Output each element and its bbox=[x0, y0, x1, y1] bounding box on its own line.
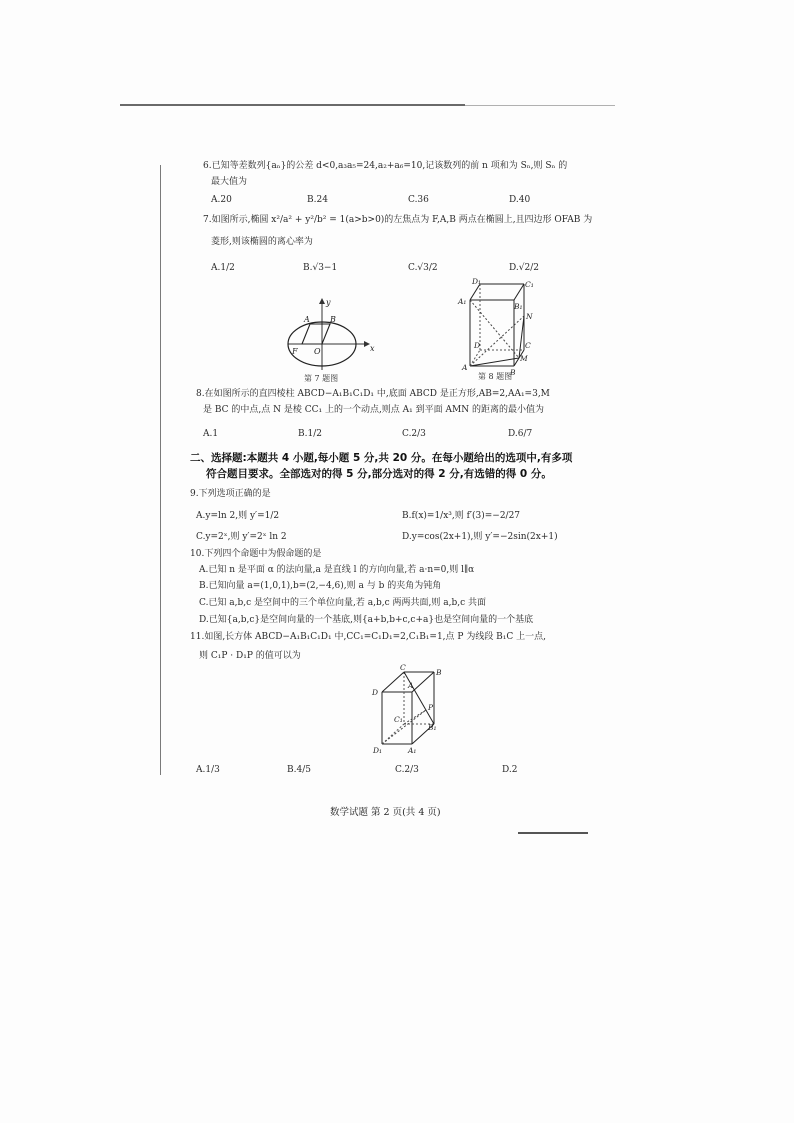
fig11-label-d1: D₁ bbox=[373, 746, 383, 755]
q8-option-c: C.2/3 bbox=[402, 429, 426, 439]
section2-heading-line1: 二、选择题:本题共 4 小题,每小题 5 分,共 20 分。在每小题给出的选项中,有多项 bbox=[190, 452, 573, 464]
q8-option-b: B.1/2 bbox=[298, 429, 322, 439]
q9-option-a: A.y=ln 2,则 y′=1/2 bbox=[196, 511, 280, 521]
fig8-label-c1: C₁ bbox=[525, 280, 534, 289]
fig8-label-b: B bbox=[510, 368, 516, 377]
q11-stem-line1: 11.如图,长方体 ABCD−A₁B₁C₁D₁ 中,CC₁=C₁D₁=2,C₁B₁=1,点 P 为线段 B₁C 上一点, bbox=[190, 632, 547, 642]
q7-stem-line1: 7.如图所示,椭圆 x²/a² + y²/b² = 1(a>b>0)的左焦点为 F,A,B 两点在椭圆上,且四边形 OFAB 为 bbox=[203, 215, 593, 225]
fig8-label-a1: A₁ bbox=[458, 297, 467, 306]
q6-option-c: C.36 bbox=[408, 195, 429, 205]
figure-7-ellipse bbox=[282, 296, 382, 376]
scan-bottom-rule bbox=[518, 832, 588, 834]
fig11-label-b1: B₁ bbox=[428, 723, 437, 732]
scan-top-rule bbox=[120, 104, 465, 106]
q9-option-d: D.y=cos(2x+1),则 y′=−2sin(2x+1) bbox=[402, 532, 558, 542]
q7-stem-line2: 菱形,则该椭圆的离心率为 bbox=[211, 237, 313, 247]
q8-stem-line1: 8.在如图所示的直四棱柱 ABCD−A₁B₁C₁D₁ 中,底面 ABCD 是正方形,AB=2,AA₁=3,M bbox=[196, 389, 550, 399]
fig11-edge bbox=[382, 672, 404, 692]
q8-option-a: A.1 bbox=[203, 429, 219, 439]
q7-option-a: A.1/2 bbox=[211, 263, 235, 273]
fig7-caption: 第 7 题图 bbox=[304, 374, 339, 383]
fig11-vector-c1p bbox=[404, 710, 426, 724]
q8-option-d: D.6/7 bbox=[508, 429, 533, 439]
section2-heading-line2: 符合题目要求。全部选对的得 5 分,部分选对的得 2 分,有选错的得 0 分。 bbox=[206, 468, 552, 480]
fig8-label-a: A bbox=[462, 363, 468, 372]
fig8-edge bbox=[514, 284, 524, 300]
fig11-label-b: B bbox=[436, 668, 442, 677]
fig7-rhombus bbox=[302, 324, 330, 344]
fig11-vector-d1p bbox=[382, 710, 426, 744]
page-footer: 数学试题 第 2 页(共 4 页) bbox=[330, 807, 441, 818]
q11-stem-line2: 则 C₁P · D₁P 的值可以为 bbox=[199, 651, 301, 661]
fig8-label-c: C bbox=[525, 341, 531, 350]
q7-option-b: B.√3−1 bbox=[303, 263, 338, 273]
q6-option-a: A.20 bbox=[211, 195, 232, 205]
fig7-label-o: O bbox=[314, 347, 321, 356]
q9-stem: 9.下列选项正确的是 bbox=[190, 489, 271, 499]
q11-option-c: C.2/3 bbox=[395, 765, 419, 775]
fig7-label-b: B bbox=[330, 315, 336, 324]
fig11-label-d: D bbox=[372, 688, 379, 697]
fig11-edge bbox=[412, 672, 434, 692]
fig8-label-m: M bbox=[520, 354, 528, 363]
fig8-edge bbox=[470, 284, 480, 300]
q10-option-b: B.已知向量 a=(1,0,1),b=(2,−4,6),则 a 与 b 的夹角为钝角 bbox=[199, 581, 442, 591]
q6-option-b: B.24 bbox=[307, 195, 328, 205]
fig11-label-c1: C₁ bbox=[394, 715, 403, 724]
scan-top-rule-faint bbox=[465, 105, 615, 106]
q11-option-d: D.2 bbox=[502, 765, 518, 775]
fig11-label-a1: A₁ bbox=[408, 746, 417, 755]
fig11-label-a: A bbox=[408, 681, 414, 690]
fig7-y-arrow bbox=[319, 298, 325, 304]
q10-option-a: A.已知 n 是平面 α 的法向量,a 是直线 l 的方向向量,若 a·n=0,则 l∥α bbox=[199, 565, 475, 575]
fig7-label-f: F bbox=[292, 347, 298, 356]
left-margin-rule bbox=[160, 165, 161, 775]
q6-stem-line2: 最大值为 bbox=[211, 177, 248, 187]
fig11-label-c: C bbox=[400, 663, 406, 672]
q6-option-d: D.40 bbox=[509, 195, 531, 205]
fig7-label-a: A bbox=[304, 315, 310, 324]
q10-option-d: D.已知{a,b,c}是空间向量的一个基底,则{a+b,b+c,c+a}也是空间向量的一个基底 bbox=[199, 615, 534, 625]
fig7-label-x: x bbox=[370, 344, 375, 353]
fig11-label-p: P bbox=[428, 703, 434, 712]
fig8-label-d1: D₁ bbox=[472, 277, 482, 286]
q6-stem-line1: 6.已知等差数列{aₙ}的公差 d<0,a₃a₅=24,a₂+a₆=10,记该数列的前 n 项和为 Sₙ,则 Sₙ 的 bbox=[203, 161, 568, 171]
fig7-label-y: y bbox=[326, 298, 331, 307]
q9-option-c: C.y=2ˣ,则 y′=2ˣ ln 2 bbox=[196, 532, 287, 542]
fig8-line-am bbox=[470, 358, 519, 366]
q10-stem: 10.下列四个命题中为假命题的是 bbox=[190, 549, 322, 559]
q7-option-d: D.√2/2 bbox=[509, 263, 539, 273]
figure-8-prism bbox=[458, 277, 552, 378]
fig8-label-b1: B₁ bbox=[514, 302, 523, 311]
fig8-hidden-edge bbox=[470, 350, 480, 366]
fig8-label-d: D bbox=[474, 341, 481, 350]
q10-option-c: C.已知 a,b,c 是空间中的三个单位向量,若 a,b,c 两两共面,则 a,b,c 共面 bbox=[199, 598, 486, 608]
q11-option-b: B.4/5 bbox=[287, 765, 311, 775]
fig8-caption: 第 8 题图 bbox=[478, 372, 513, 381]
figure-11-cuboid bbox=[372, 664, 452, 759]
fig11-line-b1c bbox=[404, 672, 434, 724]
q11-option-a: A.1/3 bbox=[196, 765, 220, 775]
q9-option-b: B.f(x)=1/x³,则 f′(3)=−2/27 bbox=[402, 511, 521, 521]
q8-stem-line2: 是 BC 的中点,点 N 是棱 CC₁ 上的一个动点,则点 A₁ 到平面 AMN 的距离的最小值为 bbox=[203, 405, 544, 415]
fig8-label-n: N bbox=[526, 312, 533, 321]
q7-option-c: C.√3/2 bbox=[408, 263, 438, 273]
